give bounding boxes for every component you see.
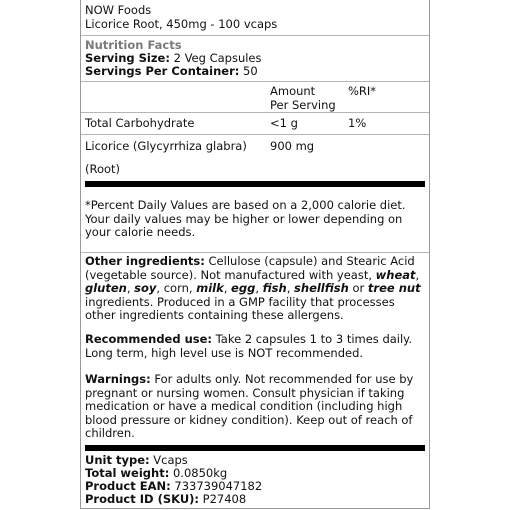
nutrient-name: Licorice (Glycyrrhiza glabra) <box>85 139 247 153</box>
nutrient-amount: <1 g <box>270 116 298 130</box>
product-sku: Product ID (SKU): P27408 <box>85 492 247 506</box>
product-ean: Product EAN: 733739047182 <box>85 479 263 493</box>
nutrition-facts-title: Nutrition Facts <box>85 38 182 52</box>
warnings: Warnings: For adults only. Not recommended for use by pregnant or nursing women. Consult physician if taking medication or have a medical condition (including high blood pressure or kidney condition). Keep out of reach of children. <box>85 372 414 440</box>
divider <box>81 112 429 113</box>
brand-name: NOW Foods <box>85 3 152 17</box>
recommended-use: Recommended use: Take 2 capsules 1 to 3 times daily. Long term, high level use is NOT recommended. <box>85 332 413 360</box>
daily-value-footnote: *Percent Daily Values are based on a 2,000 calorie diet. Your daily values may be higher or lower depending on your calorie needs. <box>85 198 406 239</box>
nutrient-name: Total Carbohydrate <box>85 116 195 130</box>
product-title: Licorice Root, 450mg - 100 vcaps <box>85 17 278 31</box>
divider <box>81 252 429 253</box>
thick-divider <box>85 181 425 187</box>
divider <box>81 134 429 135</box>
divider <box>81 81 429 82</box>
thick-divider <box>85 445 425 451</box>
nutrient-amount: 900 mg <box>270 139 315 153</box>
serving-size: Serving Size: 2 Veg Capsules <box>85 51 262 65</box>
supplement-label <box>80 0 430 509</box>
col-ri-header: %RI* <box>348 84 377 98</box>
unit-type: Unit type: Vcaps <box>85 453 188 467</box>
servings-per-container: Servings Per Container: 50 <box>85 64 258 78</box>
nutrient-name-continued: (Root) <box>85 162 121 176</box>
nutrient-ri: 1% <box>348 116 367 130</box>
divider <box>81 35 429 36</box>
other-ingredients: Other ingredients: Cellulose (capsule) and Stearic Acid (vegetable source). Not manufactured with yeast, wheat, gluten, soy, corn, milk, egg, fish, shellfish or tree nut ingredients. Produced in a GMP facility that processes other ingredients containing these allergens. <box>85 254 421 322</box>
total-weight: Total weight: 0.0850kg <box>85 466 228 480</box>
col-amount-header: Amount Per Serving <box>270 84 336 112</box>
